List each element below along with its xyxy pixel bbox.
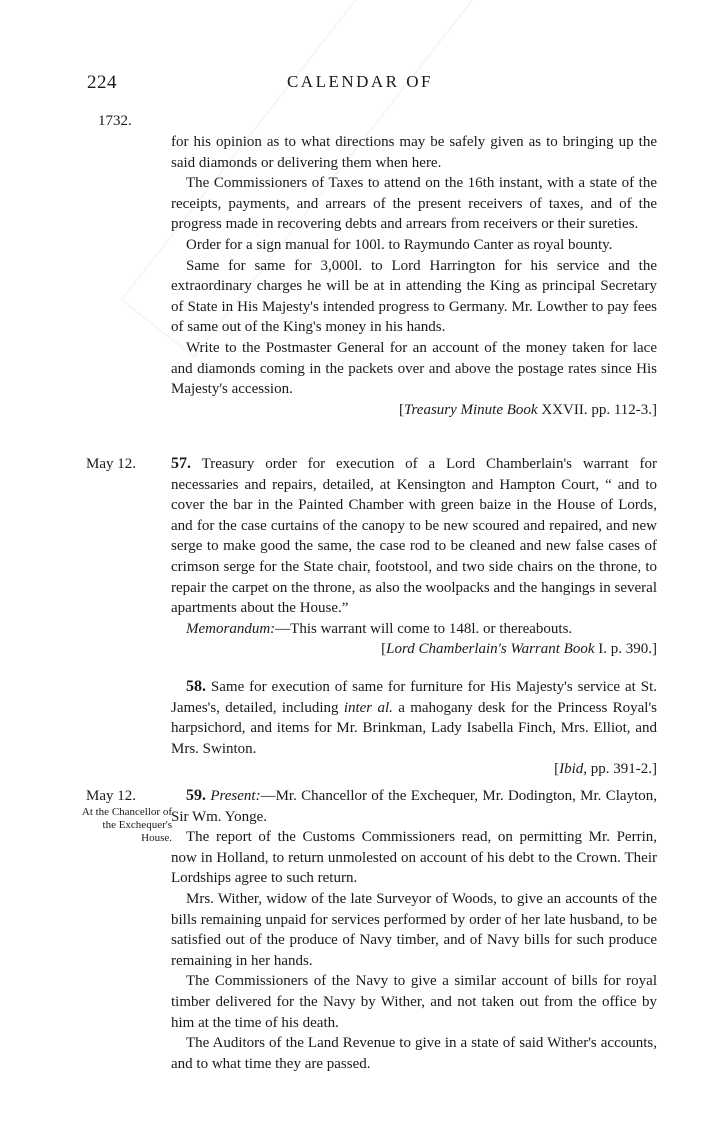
entry-57-date: May 12.: [86, 456, 136, 472]
entry-59-place: At the Chancellor of the Exchequer's House.: [81, 806, 172, 844]
entry-58: [171, 677, 657, 780]
entry-57: [171, 454, 657, 660]
page-number: 224: [87, 72, 117, 93]
paragraph: The Auditors of the Land Revenue to give in a state of said Wither's accounts, and to what time they are passed.: [171, 1035, 657, 1072]
paragraph: The Commissioners of the Navy to give a similar account of bills for royal timber delivered for the Navy by Wither, and not taken out from the office by him at the time of his death.: [171, 973, 657, 1031]
paragraph: The Commissioners of Taxes to attend on the 16th instant, with a state of the receipts, payments, and arrears of the present receivers of taxes, and of the progress made in recovering debts and arrears from receivers or their sureties.: [171, 175, 657, 233]
citation: [Lord Chamberlain's Warrant Book I. p. 390.]: [381, 641, 657, 658]
entry-number: 59.: [186, 787, 206, 804]
paragraph: The report of the Customs Commissioners read, on permitting Mr. Perrin, now in Holland, to return unmolested on account of his debt to the Crown. Their Lordships agree to such return.: [171, 829, 657, 887]
entry-text: 58. Same for execution of same for furniture for His Majesty's service at St. James's, detailed, including inter al. a mahogany desk for the Princess Royal's harpsichord, and items for Mr. Brinkman, Lady Isabella Finch, Mrs. Elliot, and Mrs. Swinton.: [171, 678, 657, 757]
paragraph: Same for same for 3,000l. to Lord Harrington for his service and the extraordinary charges he will be at in attending the King as principal Secretary of State in His Majesty's intended progress to Germany. Mr. Lowther to pay fees of same out of the King's money in his hands.: [171, 257, 657, 336]
year-marker: 1732.: [98, 113, 132, 129]
text-block-1: [171, 132, 657, 420]
citation: [Treasury Minute Book XXVII. pp. 112-3.]: [398, 401, 657, 418]
entry-number: 58.: [186, 678, 206, 695]
entry-number: 57.: [171, 455, 191, 472]
paragraph: Write to the Postmaster General for an account of the money taken for lace and diamonds coming in the packets over and above the postage rates since His Majesty's accession.: [171, 339, 657, 398]
entry-59-date: May 12.: [86, 788, 136, 804]
entry-text: 57. Treasury order for execution of a Lord Chamberlain's warrant for necessaries and repairs, detailed, at Kensington and Hampton Court, “ and to cover the bar in the Painted Chamber with green baize in the House of Lords, and for the case curtains of the canopy to be new scoured and repaired, and new serge to make good the same, the case rod to be cleaned and new false cases of crimson serge for the State chair, footstool, and two side chairs on the throne, to repair the carpet on the throne, as also the woolpacks and the hangings in several apartments about the House.”: [171, 455, 657, 617]
citation-book: Ibid: [559, 761, 584, 778]
paragraph: Order for a sign manual for 100l. to Raymundo Canter as royal bounty.: [186, 236, 613, 253]
paragraph: for his opinion as to what directions may be safely given as to bringing up the said diamonds or delivering them when here.: [171, 134, 657, 171]
citation: [Ibid, pp. 391-2.]: [554, 761, 657, 778]
memorandum: Memorandum:—This warrant will come to 148l. or thereabouts.: [186, 620, 573, 637]
citation-ref: I. p. 390.]: [594, 641, 657, 658]
running-head: CALENDAR OF: [286, 72, 434, 91]
entry-59: [171, 786, 657, 1074]
entry-text: 59. Present:—Mr. Chancellor of the Exchequer, Mr. Dodington, Mr. Clayton, Sir Wm. Yonge.: [171, 787, 658, 825]
citation-ref: XXVII. pp. 112-3.]: [537, 401, 657, 418]
paragraph: Mrs. Wither, widow of the late Surveyor of Woods, to give an accounts of the bills remaining unpaid for services performed by order of her late husband, to be satisfied out of the produce of Navy timber, and of Navy bills for such produce remaining in her hands.: [171, 890, 657, 969]
citation-book: Treasury Minute Book: [403, 401, 538, 418]
citation-book: Lord Chamberlain's Warrant Book: [386, 641, 595, 658]
citation-ref: , pp. 391-2.]: [583, 761, 657, 778]
